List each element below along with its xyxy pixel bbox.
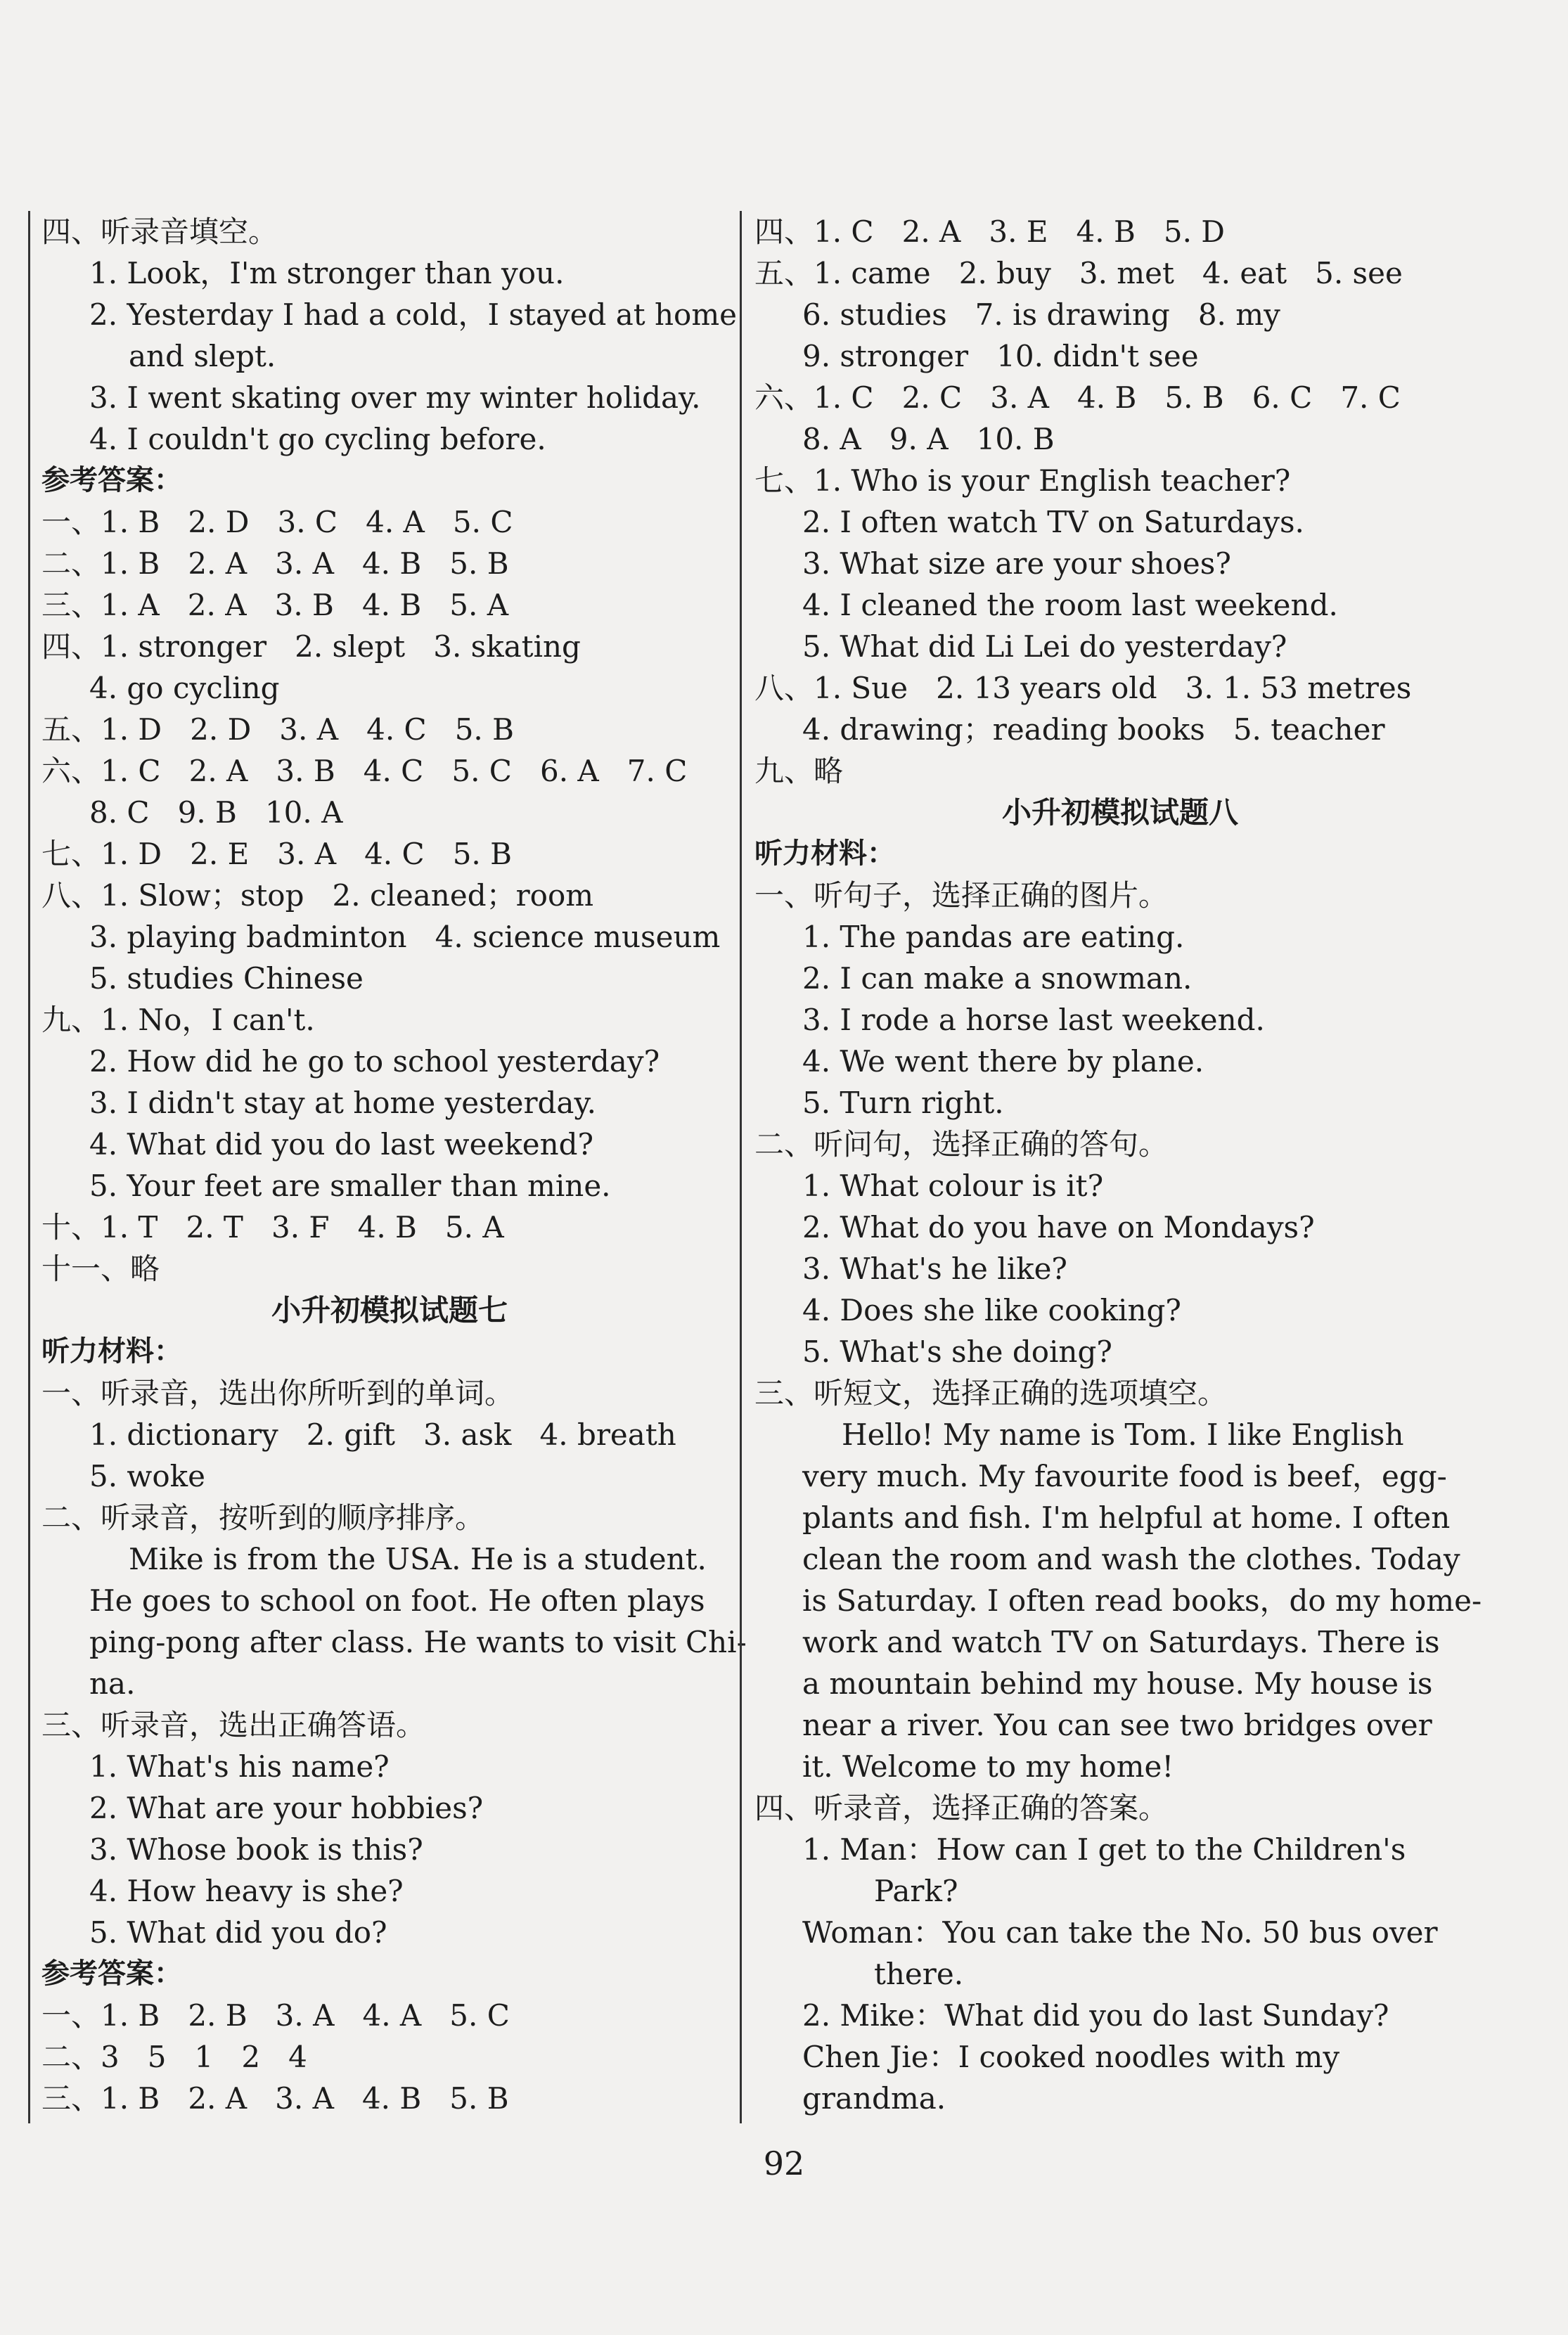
- text-line: 1. dictionary 2. gift 3. ask 4. breath: [89, 1417, 676, 1452]
- text-line: 二、3 5 1 2 4: [41, 2040, 307, 2074]
- text-line: 4. What did you do last weekend?: [89, 1127, 594, 1162]
- text-line: grandma.: [802, 2081, 946, 2116]
- text-line: 8. A 9. A 10. B: [802, 422, 1055, 456]
- text-line: 5. Your feet are smaller than mine.: [89, 1169, 611, 1203]
- text-line: ping-pong after class. He wants to visit Chi-: [89, 1625, 747, 1659]
- text-line: Park?: [874, 1874, 958, 1908]
- section-heading: 参考答案：: [41, 1957, 182, 1990]
- text-line: 八、1. Slow；stop 2. cleaned；room: [41, 878, 594, 913]
- text-line: 4. drawing；reading books 5. teacher: [802, 712, 1385, 747]
- text-line: 三、听短文，选择正确的选项填空。: [754, 1376, 1228, 1410]
- text-line: work and watch TV on Saturdays. There is: [802, 1625, 1440, 1659]
- page-number: 92: [763, 2144, 805, 2182]
- text-line: 5. woke: [89, 1459, 205, 1493]
- text-line: Woman：You can take the No. 50 bus over: [802, 1915, 1438, 1950]
- text-line: 三、听录音，选出正确答语。: [41, 1708, 426, 1742]
- text-line: 一、1. B 2. B 3. A 4. A 5. C: [41, 1998, 510, 2033]
- text-line: 四、听录音填空。: [41, 214, 278, 249]
- text-line: 五、1. came 2. buy 3. met 4. eat 5. see: [754, 256, 1403, 290]
- text-line: 1. Man：How can I get to the Children's: [802, 1832, 1406, 1867]
- text-line: and slept.: [129, 339, 276, 373]
- section-heading: 听力材料：: [41, 1335, 182, 1368]
- text-line: Mike is from the USA. He is a student.: [129, 1542, 707, 1576]
- text-line: 5. What did Li Lei do yesterday?: [802, 629, 1287, 664]
- text-line: 1. What's his name?: [89, 1749, 390, 1784]
- text-line: 一、1. B 2. D 3. C 4. A 5. C: [41, 505, 513, 539]
- text-line: 4. How heavy is she?: [89, 1874, 404, 1908]
- text-line: 8. C 9. B 10. A: [89, 795, 343, 830]
- text-line: 5. What's she doing?: [802, 1334, 1112, 1369]
- text-line: 1. Look，I'm stronger than you.: [89, 256, 565, 290]
- text-line: 4. We went there by plane.: [802, 1044, 1204, 1079]
- text-line: 3. I rode a horse last weekend.: [802, 1003, 1265, 1037]
- right-column: [740, 211, 1486, 2123]
- text-line: Hello! My name is Tom. I like English: [842, 1417, 1404, 1452]
- text-line: 4. Does she like cooking?: [802, 1293, 1181, 1327]
- text-line: 4. go cycling: [89, 671, 280, 705]
- text-line: 3. playing badminton 4. science museum: [89, 920, 721, 954]
- section-title: 小升初模拟试题七: [271, 1293, 508, 1327]
- text-line: Chen Jie：I cooked noodles with my: [802, 2040, 1340, 2074]
- text-line: 4. I couldn't go cycling before.: [89, 422, 546, 456]
- text-line: 2. What do you have on Mondays?: [802, 1210, 1315, 1244]
- text-line: 一、听句子，选择正确的图片。: [754, 878, 1169, 913]
- section-heading: 参考答案：: [41, 464, 182, 496]
- text-line: 七、1. Who is your English teacher?: [754, 463, 1291, 498]
- text-line: 2. How did he go to school yesterday?: [89, 1044, 660, 1079]
- text-line: 四、听录音，选择正确的答案。: [754, 1791, 1169, 1825]
- text-line: He goes to school on foot. He often plays: [89, 1583, 705, 1618]
- text-line: 3. What size are your shoes?: [802, 546, 1231, 581]
- section-title: 小升初模拟试题八: [1001, 795, 1238, 830]
- text-line: 3. I went skating over my winter holiday.: [89, 380, 701, 415]
- text-line: 十一、略: [41, 1252, 160, 1286]
- text-line: 二、1. B 2. A 3. A 4. B 5. B: [41, 546, 509, 581]
- text-line: there.: [874, 1957, 964, 1991]
- text-line: 1. What colour is it?: [802, 1169, 1104, 1203]
- text-line: it. Welcome to my home!: [802, 1749, 1174, 1784]
- text-line: 1. The pandas are eating.: [802, 920, 1185, 954]
- text-line: near a river. You can see two bridges over: [802, 1708, 1432, 1742]
- text-line: 3. I didn't stay at home yesterday.: [89, 1086, 596, 1120]
- text-line: 2. I can make a snowman.: [802, 961, 1193, 996]
- section-heading: 听力材料：: [754, 837, 895, 870]
- text-line: very much. My favourite food is beef，egg-: [802, 1459, 1447, 1493]
- text-line: is Saturday. I often read books，do my home-: [802, 1583, 1482, 1618]
- text-line: 2. What are your hobbies?: [89, 1791, 484, 1825]
- text-line: 4. I cleaned the room last weekend.: [802, 588, 1338, 622]
- text-line: 2. I often watch TV on Saturdays.: [802, 505, 1304, 539]
- text-line: 3. What's he like?: [802, 1252, 1067, 1286]
- text-line: 六、1. C 2. C 3. A 4. B 5. B 6. C 7. C: [754, 380, 1401, 415]
- text-line: 二、听录音，按听到的顺序排序。: [41, 1500, 485, 1535]
- text-line: 9. stronger 10. didn't see: [802, 339, 1199, 373]
- text-line: 十、1. T 2. T 3. F 4. B 5. A: [41, 1210, 504, 1244]
- text-line: plants and fish. I'm helpful at home. I often: [802, 1500, 1451, 1535]
- text-line: 二、听问句，选择正确的答句。: [754, 1127, 1169, 1162]
- text-line: 三、1. B 2. A 3. A 4. B 5. B: [41, 2081, 509, 2116]
- text-line: 四、1. stronger 2. slept 3. skating: [41, 629, 581, 664]
- text-line: 2. Mike：What did you do last Sunday?: [802, 1998, 1389, 2033]
- text-line: 四、1. C 2. A 3. E 4. B 5. D: [754, 214, 1225, 249]
- text-line: 九、1. No，I can't.: [41, 1003, 315, 1037]
- text-line: 三、1. A 2. A 3. B 4. B 5. A: [41, 588, 509, 622]
- text-line: 九、略: [754, 754, 844, 788]
- text-line: 一、听录音，选出你所听到的单词。: [41, 1376, 515, 1410]
- text-line: 6. studies 7. is drawing 8. my: [802, 297, 1280, 332]
- left-column: [28, 211, 747, 2123]
- text-line: 五、1. D 2. D 3. A 4. C 5. B: [41, 712, 515, 747]
- text-line: 5. What did you do?: [89, 1915, 387, 1950]
- text-line: na.: [89, 1666, 136, 1701]
- text-line: 3. Whose book is this?: [89, 1832, 423, 1867]
- text-line: 八、1. Sue 2. 13 years old 3. 1. 53 metres: [754, 671, 1412, 705]
- text-line: 七、1. D 2. E 3. A 4. C 5. B: [41, 837, 512, 871]
- text-line: a mountain behind my house. My house is: [802, 1666, 1433, 1701]
- text-line: 2. Yesterday I had a cold，I stayed at home: [89, 297, 738, 332]
- text-line: 六、1. C 2. A 3. B 4. C 5. C 6. A 7. C: [41, 754, 688, 788]
- text-line: clean the room and wash the clothes. Today: [802, 1542, 1460, 1576]
- text-line: 5. Turn right.: [802, 1086, 1004, 1120]
- text-line: 5. studies Chinese: [89, 961, 364, 996]
